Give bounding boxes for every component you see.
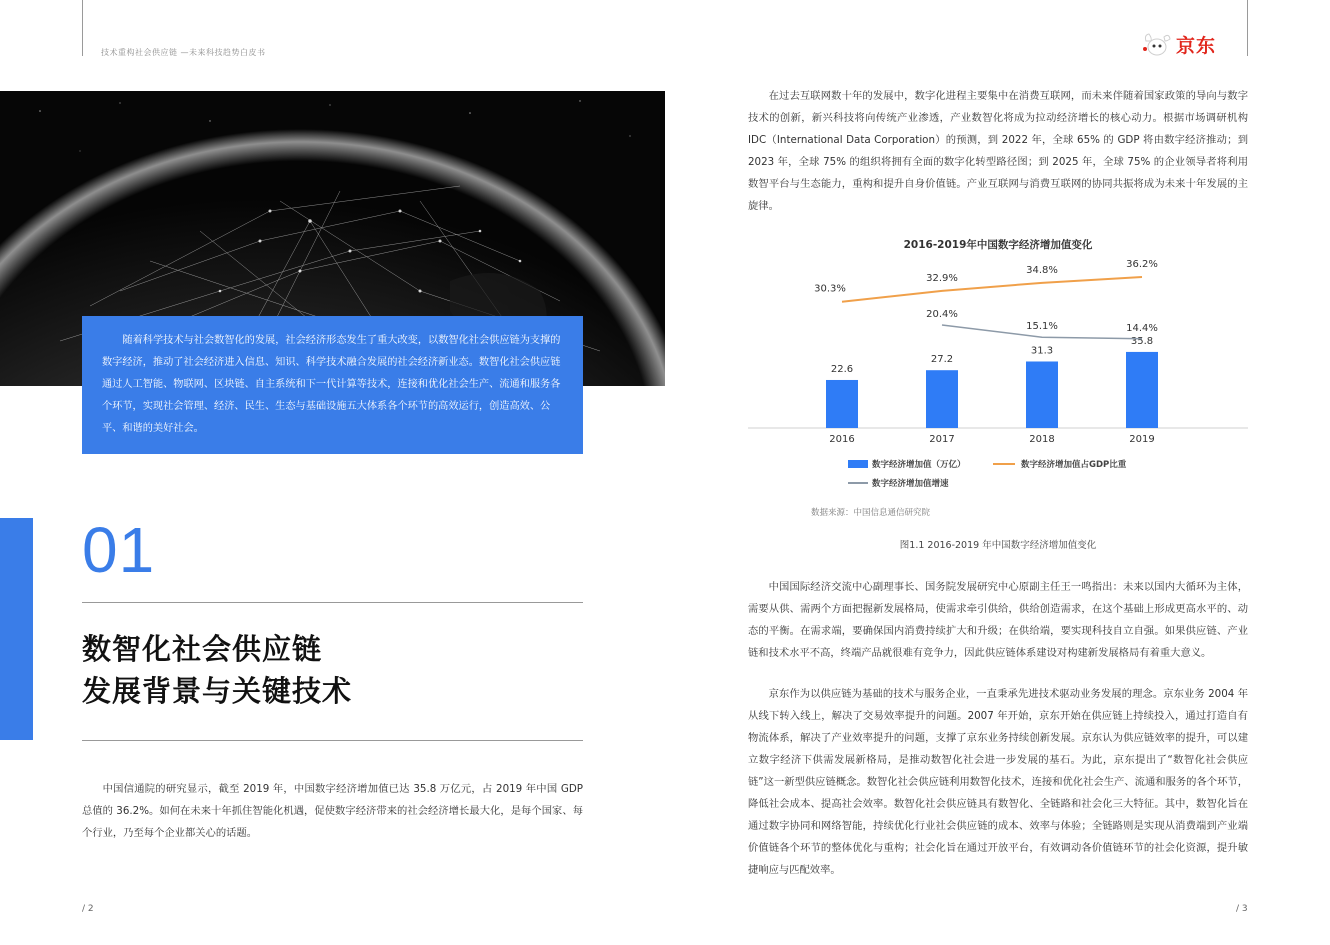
logo-text: 京东	[1176, 35, 1217, 57]
bar-2018	[1026, 361, 1058, 428]
legend-label-growth: 数字经济增加值增速	[872, 479, 949, 489]
category-label-2016: 2016	[829, 434, 855, 445]
line-gdp-share	[842, 277, 1142, 302]
share-label-2018: 34.8%	[1026, 264, 1058, 276]
chapter-title-line2: 发展背景与关键技术	[82, 674, 353, 708]
share-label-2019: 36.2%	[1126, 258, 1158, 270]
page-number-left: / 2	[82, 904, 94, 914]
category-label-2018: 2018	[1029, 434, 1055, 445]
jd-logo	[1140, 25, 1240, 65]
chapter-side-bar	[0, 518, 33, 740]
legend-swatch-growth	[848, 482, 868, 484]
category-label-2019: 2019	[1129, 434, 1155, 445]
divider-bottom	[82, 740, 583, 741]
chapter-title	[82, 628, 352, 712]
page-number-right: / 3	[1236, 904, 1248, 914]
figure-caption: 图1.1 2016-2019 年中国数字经济增加值变化	[899, 540, 1097, 551]
growth-label-2017: 20.4%	[926, 309, 958, 320]
bar-2017	[926, 370, 958, 428]
divider-top	[82, 602, 583, 603]
right-paragraph-3: 京东作为以供应链为基础的技术与服务企业，一直秉承先进技术驱动业务发展的理念。京东业务 2004 年从线下转入线上，解决了交易效率提升的问题。2007 年开始，京东开始在供应链上持续投入，通过打造自有物流体系，解决了产业效率提升的问题，支撑了京东业务持续创新发展。京东认为供应链效率的提升，可以建立数字经济下供需发展新格局，是推动数智化社会进一步发展的基石。为此，京东提出了“数智化社会供应链”这一新型供应链概念。数智化社会供应链利用数智化技术，连接和优化社会生产、流通和服务的各个环节，降低社会成本、提高社会效率。数智化社会供应链具有数智化、全链路和社会化三大特征。其中，数智化旨在通过数字协同和网络智能，持续优化行业社会供应链的成本、效率与体验；全链路则是实现从消费端到产业端价值链各个环节的整体优化与重构；社会化旨在通过开放平台，有效调动各价值链环节的社会化资源，提升敏捷响应与匹配效率。	[748, 688, 1248, 876]
bar-label-2019: 35.8	[1130, 335, 1154, 347]
book-title: 技术重构社会供应链 —未来科技趋势白皮书	[101, 48, 266, 57]
chapter-title-line1: 数智化社会供应链	[82, 632, 323, 666]
legend-swatch-share	[993, 463, 1015, 465]
share-label-2016: 30.3%	[814, 283, 846, 295]
growth-label-2019: 14.4%	[1126, 322, 1158, 334]
bar-2016	[826, 380, 858, 428]
digital-economy-chart	[748, 258, 1248, 448]
chart-title: 2016-2019年中国数字经济增加值变化	[903, 239, 1093, 251]
header-rule-left	[82, 0, 83, 56]
share-label-2017: 32.9%	[926, 272, 958, 284]
right-paragraph-2: 中国国际经济交流中心副理事长、国务院发展研究中心原副主任王一鸣指出：未来以国内大循环为主体，需要从供、需两个方面把握新发展格局，使需求牵引供给，供给创造需求，在这个基础上形成更高水平的、动态的平衡。在需求端，要确保国内消费持续扩大和升级；在供给端，要实现科技自立自强。如果供应链、产业链和技术水平不高，终端产品就很难有竞争力，因此供应链体系建设对构建新发展格局有着重大意义。	[748, 581, 1248, 659]
category-label-2017: 2017	[929, 434, 955, 445]
growth-label-2018: 15.1%	[1026, 321, 1058, 333]
bar-label-2018: 31.3	[1030, 345, 1054, 357]
left-paragraph: 中国信通院的研究显示，截至 2019 年，中国数字经济增加值已达 35.8 万亿元，占 2019 年中国 GDP 总值的 36.2%。如何在未来十年抓住智能化机遇，促使数字经济带来的社会经济增长最大化，是每个国家、每个行业，乃至每个企业都关心的话题。	[82, 783, 583, 839]
bar-label-2016: 22.6	[830, 363, 854, 375]
jd-mascot-icon	[1140, 27, 1174, 61]
chart-source: 数据来源：中国信息通信研究院	[811, 508, 931, 518]
chapter-number: 01	[82, 514, 156, 586]
intro-text: 随着科学技术与社会数智化的发展，社会经济形态发生了重大改变，以数智化社会供应链为支撑的数字经济，推动了社会经济进入信息、知识、科学技术融合发展的社会经济新业态。数智化社会供应链通过人工智能、物联网、区块链、自主系统和下一代计算等技术，连接和优化社会生产、流通和服务各个环节，实现社会管理、经济、民生、生态与基础设施五大体系各个环节的高效运行，创造高效、公平、和谐的美好社会。	[102, 335, 561, 434]
legend-label-share: 数字经济增加值占GDP比重	[1021, 460, 1127, 470]
header-rule-right	[1247, 0, 1248, 56]
bar-2019	[1126, 352, 1158, 428]
intro-box	[82, 316, 583, 454]
right-paragraph-1: 在过去互联网数十年的发展中，数字化进程主要集中在消费互联网，而未来伴随着国家政策的导向与数字技术的创新，新兴科技将向传统产业渗透，产业数智化将成为拉动经济增长的核心动力。根据市场调研机构 IDC（International Data Corporation）的预测，到 2022 年，全球 65% 的 GDP 将由数字经济推动；到 2023 年，全球 75% 的组织将拥有全面的数字化转型路径图；到 2025 年，全球 75% 的企业领导者将利用数智平台与生态能力，重构和提升自身价值链。产业互联网与消费互联网的协同共振将成为未来十年发展的主旋律。	[748, 90, 1248, 212]
bar-label-2017: 27.2	[930, 354, 954, 366]
legend-swatch-bar	[848, 460, 868, 468]
legend-label-bar: 数字经济增加值（万亿）	[872, 460, 966, 470]
